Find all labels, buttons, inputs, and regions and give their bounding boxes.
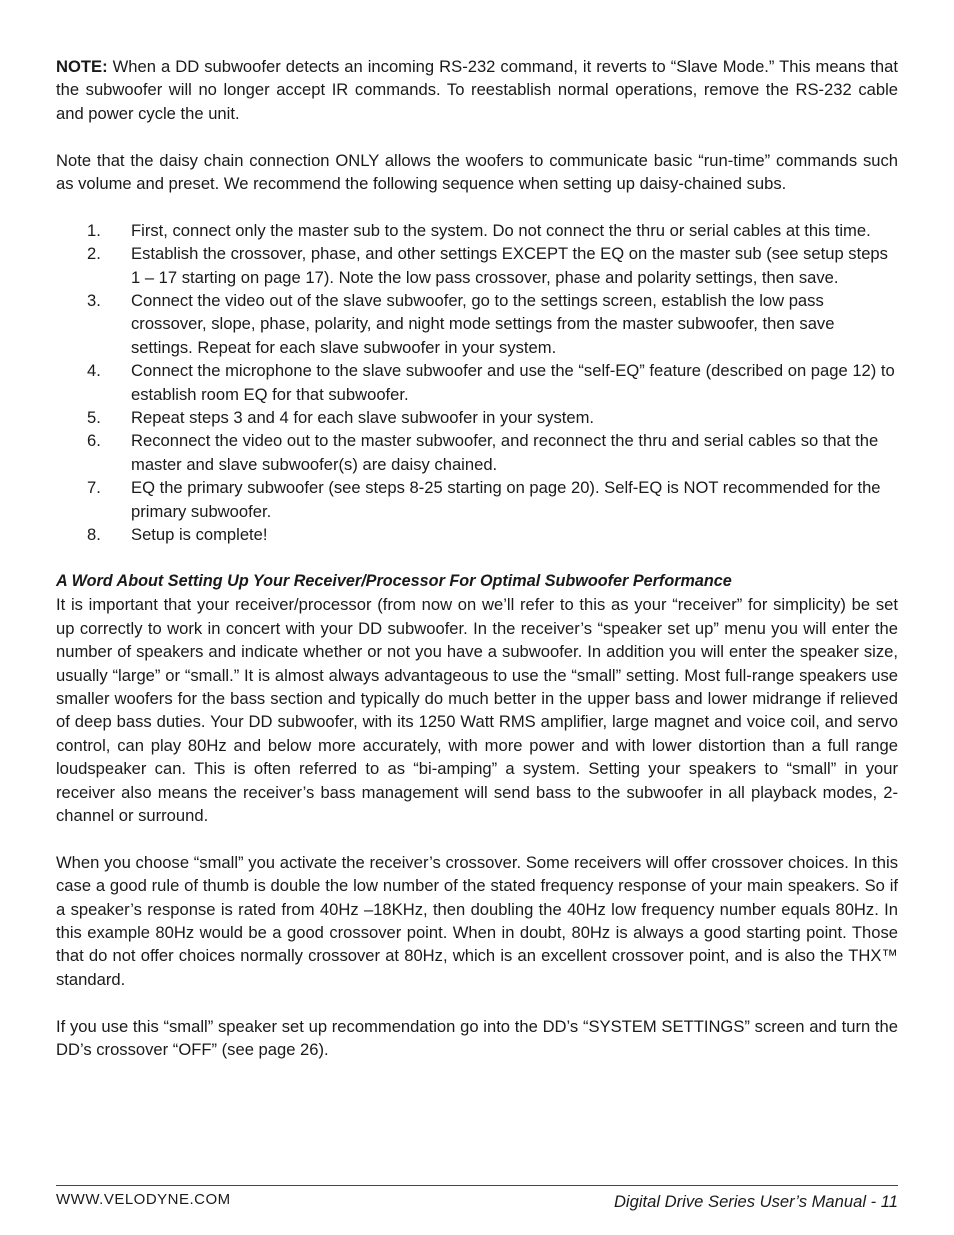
step-number: 3. bbox=[87, 291, 101, 311]
step-text: First, connect only the master sub to the system. Do not connect the thru or serial cables at this time. bbox=[131, 220, 871, 240]
step-number: 4. bbox=[87, 361, 101, 381]
list-item bbox=[56, 406, 898, 429]
step-number: 7. bbox=[87, 478, 101, 498]
section-paragraph-2: When you choose “small” you activate the receiver’s crossover. Some receivers will offer crossover choices. In this case a good rule of thumb is double the low number of the stated frequency response of your main speakers. So if a speaker’s response is rated from 40Hz –18KHz, then doubling the 40Hz low frequency number equals 80Hz. In this example 80Hz would be a good crossover point. When in doubt, 80Hz is always a good starting point. Those that do not offer choices normally crossover at 80Hz, which is an excellent crossover point, and is also the THX™ standard. bbox=[56, 852, 898, 989]
step-text: Connect the microphone to the slave subwoofer and use the “self-EQ” feature (described on page 12) to establish room EQ for that subwoofer. bbox=[131, 361, 895, 404]
setup-steps-list bbox=[56, 219, 898, 547]
list-item bbox=[56, 242, 898, 289]
step-text: Setup is complete! bbox=[131, 525, 268, 545]
page-content bbox=[56, 55, 898, 1061]
footer-website: WWW.VELODYNE.COM bbox=[56, 1191, 231, 1208]
step-text: Establish the crossover, phase, and other settings EXCEPT the EQ on the master sub (see setup steps 1 – 17 starting on page 17). Note the low pass crossover, phase and polarity settings, then save. bbox=[131, 244, 888, 287]
step-text: EQ the primary subwoofer (see steps 8-25 starting on page 20). Self-EQ is NOT recommended for the primary subwoofer. bbox=[131, 478, 881, 521]
footer-manual-title: Digital Drive Series User’s Manual - 11 bbox=[613, 1192, 898, 1211]
list-item bbox=[56, 289, 898, 359]
list-item bbox=[56, 359, 898, 406]
step-number: 1. bbox=[87, 220, 101, 240]
step-number: 8. bbox=[87, 525, 101, 545]
step-number: 5. bbox=[87, 408, 101, 428]
list-item bbox=[56, 219, 898, 242]
list-item bbox=[56, 476, 898, 523]
list-item bbox=[56, 429, 898, 476]
note-text: When a DD subwoofer detects an incoming RS-232 command, it reverts to “Slave Mode.” This means that the subwoofer will no longer accept IR commands. To reestablish normal operations, remove the RS-232 cable and power cycle the unit. bbox=[56, 57, 898, 123]
note-paragraph bbox=[56, 55, 898, 125]
step-number: 6. bbox=[87, 431, 101, 451]
step-number: 2. bbox=[87, 244, 101, 264]
list-item bbox=[56, 523, 898, 546]
intro-paragraph: Note that the daisy chain connection ONLY allows the woofers to communicate basic “run-time” commands such as volume and preset. We recommend the following sequence when setting up daisy-chained subs. bbox=[56, 150, 898, 194]
note-label: NOTE: bbox=[56, 57, 108, 76]
section-heading: A Word About Setting Up Your Receiver/Processor For Optimal Subwoofer Performance bbox=[56, 571, 732, 590]
step-text: Connect the video out of the slave subwoofer, go to the settings screen, establish the low pass crossover, slope, phase, polarity, and night mode settings from the master subwoofer, then save settings. Repeat for each slave subwoofer in your system. bbox=[131, 291, 835, 357]
footer-divider bbox=[56, 1185, 898, 1186]
step-text: Repeat steps 3 and 4 for each slave subwoofer in your system. bbox=[131, 408, 595, 428]
step-text: Reconnect the video out to the master subwoofer, and reconnect the thru and serial cables so that the master and slave subwoofer(s) are daisy chained. bbox=[131, 431, 879, 474]
section-paragraph-3: If you use this “small” speaker set up recommendation go into the DD’s “SYSTEM SETTINGS” screen and turn the DD’s crossover “OFF” (see page 26). bbox=[56, 1016, 898, 1059]
section-paragraph-1: It is important that your receiver/processor (from now on we’ll refer to this as your “receiver” for simplicity) be set up correctly to work in concert with your DD subwoofer. In the receiver’s “speaker set up” menu you will enter the number of speakers and indicate whether or not you have a subwoofer. In addition you will enter the speaker size, usually “large” or “small.” It is almost always advantageous to use the “small” setting. Most full-range speakers use smaller woofers for the bass section and typically do much better in the upper bass and lower midrange if relieved of deep bass duties. Your DD subwoofer, with its 1250 Watt RMS amplifier, large magnet and voice coil, and servo control, can play 80Hz and below more accurately, with more power and with lower distortion than a full range loudspeaker can. This is often referred to as “bi-amping” a system. Setting your speakers to “small” in your receiver also means the receiver’s bass management will send bass to the subwoofer in all playback modes, 2-channel or surround. bbox=[56, 595, 898, 825]
